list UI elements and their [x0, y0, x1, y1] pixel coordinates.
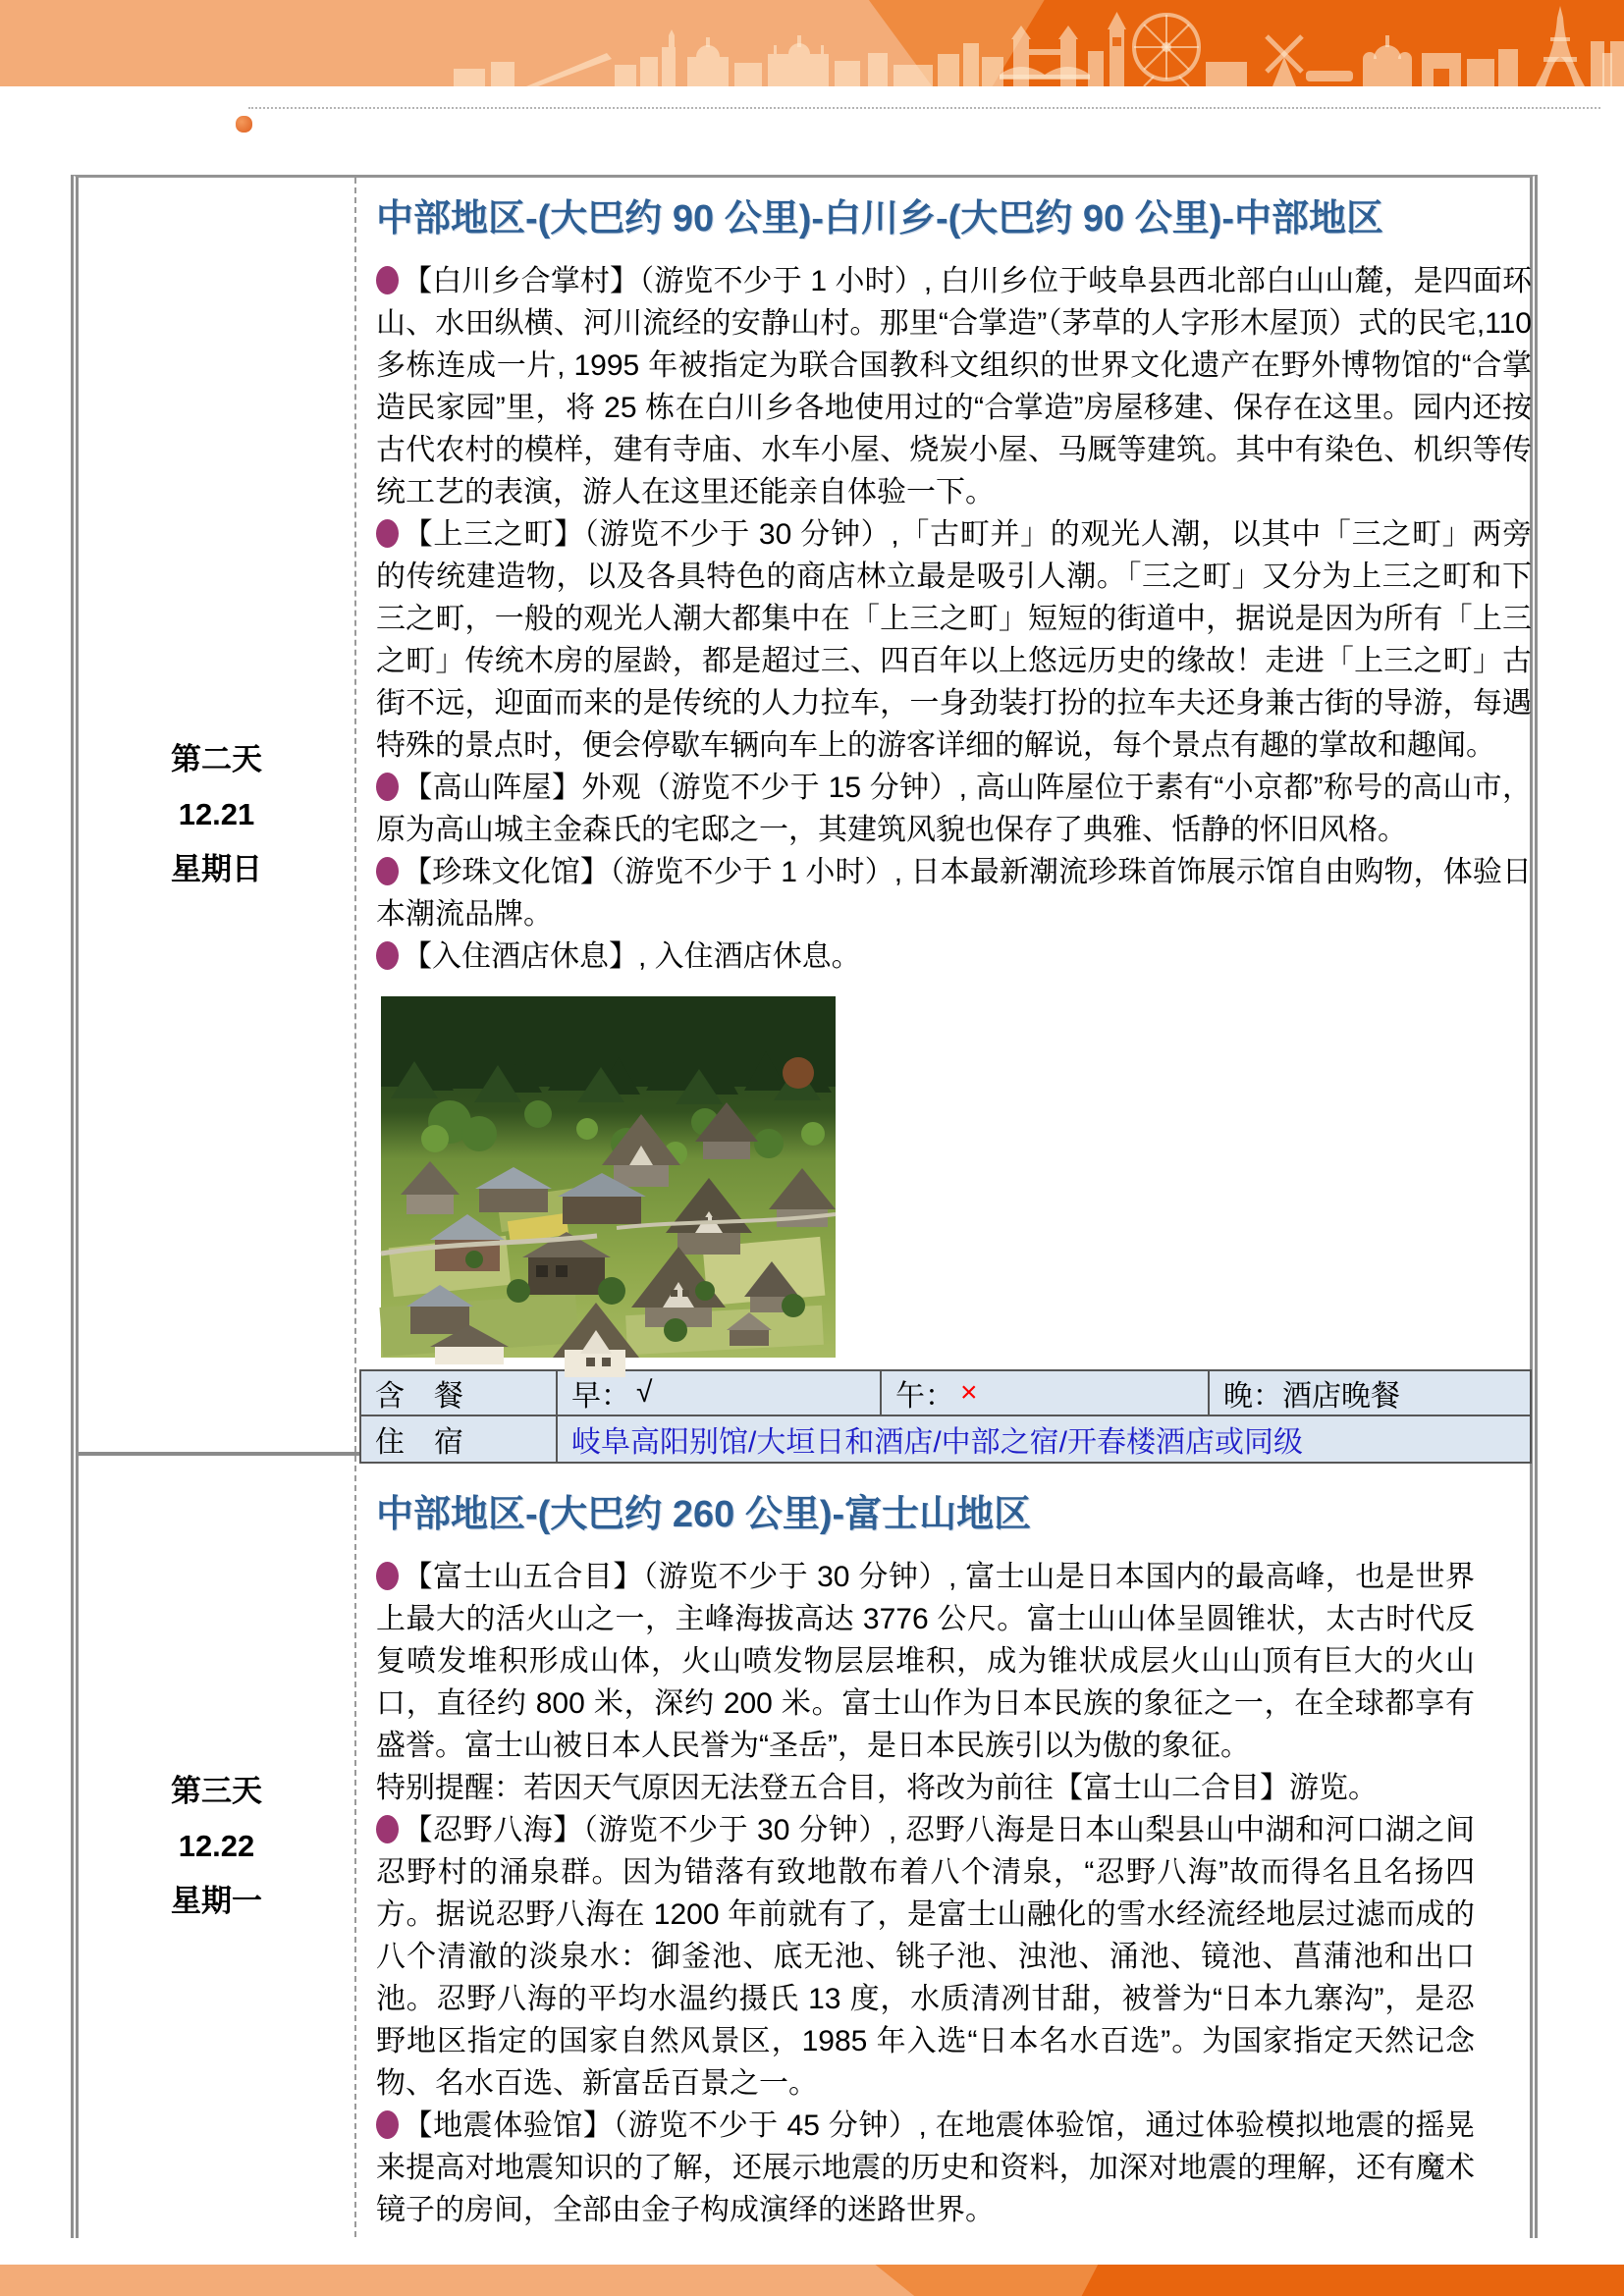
- day3-row: [79, 1456, 1530, 2237]
- day2-item-kamisannomachi: 【上三之町】（游览不少于 30 分钟）,「古町并」的观光人潮，以其中「三之町」两旁的传统建造物，以及各具特色的商店林立最是吸引人潮。「三之町」又分为上三之町和下三之町，一般的观光人潮大都集中在「上三之町」短短的街道中，据说是因为所有「上三之町」传统木房的屋龄，都是超过三、四百年以上悠远历史的缘故！走进「上三之町」古街不远，迎面而来的是传统的人力拉车，一身劲装打扮的拉车夫还身兼古街的导游，每遇特殊的景点时，便会停歇车辆向车上的游客详细的解说，每个景点有趣的掌故和趣闻。: [376, 518, 1532, 762]
- lodging-label-cell: 住 宿: [361, 1416, 558, 1462]
- footer-dark-segment: [0, 2265, 1624, 2296]
- day2-label-line2: 12.21: [178, 797, 255, 831]
- dinner-cell: 晚： 酒店晚餐: [1210, 1371, 1530, 1415]
- breakfast-cell: 早： √: [558, 1371, 882, 1415]
- day3-item-earthquake-museum: 【地震体验馆】（游览不少于 45 分钟）, 在地震体验馆，通过体验模拟地震的摇晃来提高对地震知识的了解，还展示地震的历史和资料，加深对地震的理解，还有魔术镜子的房间，全部由金子构成演绎的迷路世界。: [376, 2109, 1475, 2226]
- day3-label-line2: 12.22: [178, 1829, 255, 1863]
- footer-band: [0, 2265, 1624, 2296]
- lodging-hotels-value: 岐阜高阳别馆/大垣日和酒店/中部之宿/开春楼酒店或同级: [571, 1426, 1304, 1459]
- breakfast-check: √: [636, 1376, 653, 1409]
- day3-label-line3: 星期一: [171, 1884, 262, 1918]
- meals-lodging-table: [359, 1369, 1532, 1464]
- day2-row: [79, 178, 1532, 1459]
- day2-label-line1: 第二天: [171, 742, 262, 776]
- world-landmarks-skyline-icon: [0, 0, 1624, 86]
- itinerary-table: [71, 175, 1538, 2238]
- day2-label-line3: 星期日: [171, 852, 262, 886]
- shirakawago-village-photo: [381, 996, 836, 1358]
- day2-route-title: 中部地区-(大巴约 90 公里)-白川乡-(大巴约 90 公里)-中部地区: [376, 198, 1384, 240]
- day2-item-hotel-rest: 【入住酒店休息】, 入住酒店休息。: [376, 935, 1532, 978]
- dinner-value: 酒店晚餐: [1282, 1380, 1400, 1413]
- day3-item-oshino-hakkai: 【忍野八海】（游览不少于 30 分钟）, 忍野八海是日本山梨县山中湖和河口湖之间忍野村的涌泉群。因为错落有致地散布着八个清泉，“忍野八海”故而得名且名扬四方。据说忍野八海在 1200 年前就有了，是富士山融化的雪水经流经地层过滤而成的八个清澈的淡泉水：御釜池、底无池、铫子池、浊池、涌池、镜池、菖蒲池和出口池。忍野八海的平均水温约摄氏 13 度，水质清冽甘甜，被誉为“日本九寨沟”，是忍野地区指定的国家自然风景区，1985 年入选“日本名水百选”。为国家指定天然记念物、名水百选、新富岳百景之一。: [376, 1814, 1475, 2100]
- bullet-icon: [376, 1815, 399, 1843]
- meals-label-cell: 含 餐: [361, 1371, 558, 1415]
- day2-item-takayama-jinya: 【高山阵屋】外观（游览不少于 15 分钟）, 高山阵屋位于素有“小京都”称号的高山市，原为高山城主金森氏的宅邸之一，其建筑风貌也保存了典雅、恬静的怀旧风格。: [376, 772, 1532, 846]
- day2-item-pearl-museum: 【珍珠文化馆】（游览不少于 1 小时）, 日本最新潮流珍珠首饰展示馆自由购物，体验日本潮流品牌。: [376, 856, 1532, 931]
- meals-row: [361, 1371, 1530, 1416]
- header-band: [0, 0, 1624, 86]
- lunch-cross: ×: [960, 1376, 978, 1409]
- bullet-icon: [376, 2110, 399, 2139]
- bullet-icon: [376, 941, 399, 970]
- day2-content-cell: [356, 178, 1587, 1459]
- day3-content-cell: [356, 1456, 1530, 2237]
- day3-label-cell: [79, 1456, 356, 2237]
- day3-item-fuji-5th-station: 【富士山五合目】（游览不少于 30 分钟）, 富士山是日本国内的最高峰，也是世界上最大的活火山之一，主峰海拔高达 3776 公尺。富士山山体呈圆锥状，太古时代反复喷发堆积形成山体，火山喷发物层层堆积，成为锥状成层火山山顶有巨大的火山口，直径约 800 米，深约 200 米。富士山作为日本民族的象征之一，在全球都享有盛誉。富士山被日本人民誉为“圣岳”，是日本民族引以为傲的象征。: [376, 1561, 1475, 1762]
- day3-label-line1: 第三天: [171, 1774, 262, 1808]
- bullet-icon: [376, 519, 399, 548]
- lunch-cell: 午： ×: [882, 1371, 1210, 1415]
- bullet-icon: [376, 1562, 399, 1590]
- header-dotted-divider: [248, 107, 1600, 109]
- orange-marker-dot: [236, 116, 252, 133]
- bullet-icon: [376, 857, 399, 885]
- day3-weather-note: 特别提醒：若因天气原因无法登五合目，将改为前往【富士山二合目】游览。: [376, 1772, 1378, 1804]
- day3-route-title: 中部地区-(大巴约 260 公里)-富士山地区: [376, 1494, 1032, 1535]
- bullet-icon: [376, 773, 399, 801]
- bullet-icon: [376, 266, 399, 294]
- day2-label-cell: [79, 178, 356, 1452]
- day2-item-shirakawago: 【白川乡合掌村】（游览不少于 1 小时）, 白川乡位于岐阜县西北部白山山麓，是四面环山、水田纵横、河川流经的安静山村。那里“合掌造”（茅草的人字形木屋顶）式的民宅,110 多栋连成一片, 1995 年被指定为联合国教科文组织的世界文化遗产在野外博物馆的“合掌造民家园”里，将 25 栋在白川乡各地使用过的“合掌造”房屋移建、保存在这里。园内还按古代农村的模样，建有寺庙、水车小屋、烧炭小屋、马厩等建筑。其中有染色、机织等传统工艺的表演，游人在这里还能亲自体验一下。: [376, 265, 1532, 508]
